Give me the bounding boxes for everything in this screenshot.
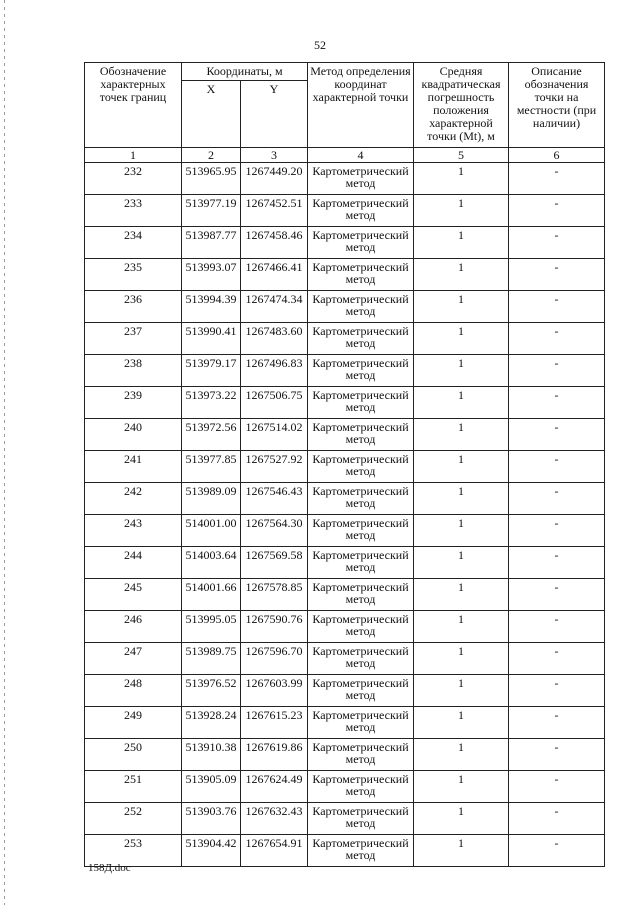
table-row xyxy=(85,451,605,483)
point-cell: 245 xyxy=(85,579,182,611)
point-cell: 236 xyxy=(85,291,182,323)
y-cell: 1267632.43 xyxy=(241,803,308,835)
y-cell: 1267483.60 xyxy=(241,323,308,355)
table-row xyxy=(85,675,605,707)
point-cell: 252 xyxy=(85,803,182,835)
description-cell: - xyxy=(509,579,605,611)
method-line-2: метод xyxy=(345,816,376,830)
y-cell: 1267458.46 xyxy=(241,227,308,259)
method-line-1: Картометрический xyxy=(312,740,409,754)
description-cell: - xyxy=(509,771,605,803)
x-cell: 513903.76 xyxy=(182,803,241,835)
description-cell: - xyxy=(509,451,605,483)
method-line-2: метод xyxy=(345,848,376,862)
y-cell: 1267615.23 xyxy=(241,707,308,739)
scan-edge-line xyxy=(4,0,5,905)
method-line-2: метод xyxy=(345,624,376,638)
y-cell: 1267564.30 xyxy=(241,515,308,547)
point-cell: 239 xyxy=(85,387,182,419)
error-cell: 1 xyxy=(414,195,509,227)
x-cell: 514001.66 xyxy=(182,579,241,611)
y-cell: 1267452.51 xyxy=(241,195,308,227)
method-line-1: Картометрический xyxy=(312,324,409,338)
method-cell xyxy=(308,803,414,835)
method-line-1: Картометрический xyxy=(312,420,409,434)
point-cell: 234 xyxy=(85,227,182,259)
coordinates-table xyxy=(84,62,605,867)
point-cell: 235 xyxy=(85,259,182,291)
error-cell: 1 xyxy=(414,419,509,451)
column-number: 4 xyxy=(308,148,414,163)
method-line-1: Картометрический xyxy=(312,580,409,594)
table-row xyxy=(85,355,605,387)
method-line-2: метод xyxy=(345,784,376,798)
method-cell xyxy=(308,227,414,259)
method-cell xyxy=(308,835,414,867)
point-cell: 241 xyxy=(85,451,182,483)
method-line-2: метод xyxy=(345,304,376,318)
point-cell: 250 xyxy=(85,739,182,771)
description-cell: - xyxy=(509,387,605,419)
method-line-1: Картометрический xyxy=(312,548,409,562)
method-line-2: метод xyxy=(345,656,376,670)
description-cell: - xyxy=(509,419,605,451)
error-cell: 1 xyxy=(414,323,509,355)
point-cell: 243 xyxy=(85,515,182,547)
method-line-1: Картометрический xyxy=(312,452,409,466)
table-row xyxy=(85,195,605,227)
description-cell: - xyxy=(509,643,605,675)
table-row xyxy=(85,611,605,643)
x-cell: 513977.19 xyxy=(182,195,241,227)
description-cell: - xyxy=(509,675,605,707)
method-cell xyxy=(308,259,414,291)
table-row xyxy=(85,739,605,771)
error-cell: 1 xyxy=(414,515,509,547)
error-cell: 1 xyxy=(414,483,509,515)
column-numbers-row xyxy=(85,148,605,163)
column-number: 6 xyxy=(509,148,605,163)
y-cell: 1267514.02 xyxy=(241,419,308,451)
method-line-2: метод xyxy=(345,528,376,542)
error-cell: 1 xyxy=(414,803,509,835)
description-cell: - xyxy=(509,547,605,579)
x-cell: 513990.41 xyxy=(182,323,241,355)
error-cell: 1 xyxy=(414,259,509,291)
method-cell xyxy=(308,419,414,451)
header-y: Y xyxy=(241,81,308,148)
point-cell: 232 xyxy=(85,163,182,195)
method-line-1: Картометрический xyxy=(312,516,409,530)
method-line-2: метод xyxy=(345,432,376,446)
method-line-1: Картометрический xyxy=(312,164,409,178)
table-row xyxy=(85,579,605,611)
point-cell: 242 xyxy=(85,483,182,515)
method-cell xyxy=(308,579,414,611)
method-line-1: Картометрический xyxy=(312,836,409,850)
x-cell: 514003.64 xyxy=(182,547,241,579)
table-row xyxy=(85,323,605,355)
description-cell: - xyxy=(509,163,605,195)
description-cell: - xyxy=(509,707,605,739)
y-cell: 1267578.85 xyxy=(241,579,308,611)
x-cell: 513977.85 xyxy=(182,451,241,483)
method-cell xyxy=(308,451,414,483)
error-cell: 1 xyxy=(414,675,509,707)
method-line-2: метод xyxy=(345,336,376,350)
y-cell: 1267466.41 xyxy=(241,259,308,291)
x-cell: 513976.52 xyxy=(182,675,241,707)
column-number: 3 xyxy=(241,148,308,163)
description-cell: - xyxy=(509,515,605,547)
x-cell: 513973.22 xyxy=(182,387,241,419)
point-cell: 251 xyxy=(85,771,182,803)
point-cell: 240 xyxy=(85,419,182,451)
error-cell: 1 xyxy=(414,739,509,771)
column-number: 2 xyxy=(182,148,241,163)
method-cell xyxy=(308,675,414,707)
x-cell: 514001.00 xyxy=(182,515,241,547)
y-cell: 1267527.92 xyxy=(241,451,308,483)
method-cell xyxy=(308,771,414,803)
table-body xyxy=(85,163,605,867)
method-line-1: Картометрический xyxy=(312,228,409,242)
table-row xyxy=(85,835,605,867)
y-cell: 1267596.70 xyxy=(241,643,308,675)
method-line-2: метод xyxy=(345,592,376,606)
y-cell: 1267619.86 xyxy=(241,739,308,771)
error-cell: 1 xyxy=(414,387,509,419)
error-cell: 1 xyxy=(414,771,509,803)
y-cell: 1267603.99 xyxy=(241,675,308,707)
description-cell: - xyxy=(509,611,605,643)
point-cell: 247 xyxy=(85,643,182,675)
y-cell: 1267624.49 xyxy=(241,771,308,803)
x-cell: 513994.39 xyxy=(182,291,241,323)
table-row xyxy=(85,387,605,419)
point-cell: 249 xyxy=(85,707,182,739)
x-cell: 513972.56 xyxy=(182,419,241,451)
description-cell: - xyxy=(509,355,605,387)
table-row xyxy=(85,547,605,579)
error-cell: 1 xyxy=(414,451,509,483)
point-cell: 248 xyxy=(85,675,182,707)
method-cell xyxy=(308,515,414,547)
method-line-2: метод xyxy=(345,240,376,254)
method-line-1: Картометрический xyxy=(312,196,409,210)
description-cell: - xyxy=(509,483,605,515)
description-cell: - xyxy=(509,291,605,323)
error-cell: 1 xyxy=(414,547,509,579)
method-line-1: Картометрический xyxy=(312,804,409,818)
page-number: 52 xyxy=(314,38,326,52)
table-row xyxy=(85,163,605,195)
point-cell: 238 xyxy=(85,355,182,387)
x-cell: 513928.24 xyxy=(182,707,241,739)
method-cell xyxy=(308,323,414,355)
error-cell: 1 xyxy=(414,707,509,739)
method-line-1: Картометрический xyxy=(312,356,409,370)
table-row xyxy=(85,227,605,259)
table-row xyxy=(85,515,605,547)
table-row xyxy=(85,483,605,515)
method-line-2: метод xyxy=(345,496,376,510)
description-cell: - xyxy=(509,259,605,291)
x-cell: 513904.42 xyxy=(182,835,241,867)
x-cell: 513905.09 xyxy=(182,771,241,803)
method-line-1: Картометрический xyxy=(312,292,409,306)
y-cell: 1267590.76 xyxy=(241,611,308,643)
table-row xyxy=(85,643,605,675)
table-row xyxy=(85,259,605,291)
method-line-1: Картометрический xyxy=(312,708,409,722)
description-cell: - xyxy=(509,323,605,355)
y-cell: 1267449.20 xyxy=(241,163,308,195)
description-cell: - xyxy=(509,803,605,835)
table-row xyxy=(85,707,605,739)
error-cell: 1 xyxy=(414,835,509,867)
y-cell: 1267569.58 xyxy=(241,547,308,579)
method-cell xyxy=(308,387,414,419)
error-cell: 1 xyxy=(414,579,509,611)
error-cell: 1 xyxy=(414,355,509,387)
x-cell: 513987.77 xyxy=(182,227,241,259)
method-line-1: Картометрический xyxy=(312,676,409,690)
error-cell: 1 xyxy=(414,163,509,195)
y-cell: 1267654.91 xyxy=(241,835,308,867)
method-cell xyxy=(308,547,414,579)
method-line-2: метод xyxy=(345,368,376,382)
description-cell: - xyxy=(509,739,605,771)
header-coordinates: Координаты, м xyxy=(182,63,308,81)
y-cell: 1267496.83 xyxy=(241,355,308,387)
x-cell: 513993.07 xyxy=(182,259,241,291)
column-number: 1 xyxy=(85,148,182,163)
point-cell: 244 xyxy=(85,547,182,579)
method-cell xyxy=(308,739,414,771)
method-line-1: Картометрический xyxy=(312,644,409,658)
method-line-2: метод xyxy=(345,720,376,734)
y-cell: 1267546.43 xyxy=(241,483,308,515)
table-row xyxy=(85,291,605,323)
method-line-1: Картометрический xyxy=(312,260,409,274)
x-cell: 513989.75 xyxy=(182,643,241,675)
method-line-2: метод xyxy=(345,688,376,702)
table-row xyxy=(85,419,605,451)
method-cell xyxy=(308,291,414,323)
header-method: Метод определения координат характерной точки xyxy=(308,63,414,148)
header-x: X xyxy=(182,81,241,148)
method-cell xyxy=(308,195,414,227)
table-row xyxy=(85,803,605,835)
description-cell: - xyxy=(509,195,605,227)
method-line-2: метод xyxy=(345,176,376,190)
method-cell xyxy=(308,355,414,387)
header-error: Средняя квадратическая погрешность положения характерной точки (Mt), м xyxy=(414,63,509,148)
method-cell xyxy=(308,163,414,195)
method-line-2: метод xyxy=(345,560,376,574)
method-line-2: метод xyxy=(345,400,376,414)
method-cell xyxy=(308,611,414,643)
description-cell: - xyxy=(509,227,605,259)
column-number: 5 xyxy=(414,148,509,163)
header-point: Обозначение характерных точек границ xyxy=(85,63,182,148)
method-cell xyxy=(308,643,414,675)
y-cell: 1267506.75 xyxy=(241,387,308,419)
method-line-2: метод xyxy=(345,272,376,286)
method-cell xyxy=(308,707,414,739)
point-cell: 237 xyxy=(85,323,182,355)
method-line-2: метод xyxy=(345,208,376,222)
method-line-2: метод xyxy=(345,464,376,478)
error-cell: 1 xyxy=(414,227,509,259)
point-cell: 253 xyxy=(85,835,182,867)
x-cell: 513995.05 xyxy=(182,611,241,643)
x-cell: 513910.38 xyxy=(182,739,241,771)
y-cell: 1267474.34 xyxy=(241,291,308,323)
method-line-1: Картометрический xyxy=(312,388,409,402)
method-cell xyxy=(308,483,414,515)
point-cell: 246 xyxy=(85,611,182,643)
table-row xyxy=(85,771,605,803)
header-description: Описание обозначения точки на местности (при наличии) xyxy=(509,63,605,148)
point-cell: 233 xyxy=(85,195,182,227)
x-cell: 513965.95 xyxy=(182,163,241,195)
x-cell: 513979.17 xyxy=(182,355,241,387)
error-cell: 1 xyxy=(414,643,509,675)
method-line-1: Картометрический xyxy=(312,612,409,626)
method-line-2: метод xyxy=(345,752,376,766)
error-cell: 1 xyxy=(414,611,509,643)
description-cell: - xyxy=(509,835,605,867)
error-cell: 1 xyxy=(414,291,509,323)
footer-filename: 158Д.doc xyxy=(88,862,131,874)
x-cell: 513989.09 xyxy=(182,483,241,515)
method-line-1: Картометрический xyxy=(312,772,409,786)
method-line-1: Картометрический xyxy=(312,484,409,498)
